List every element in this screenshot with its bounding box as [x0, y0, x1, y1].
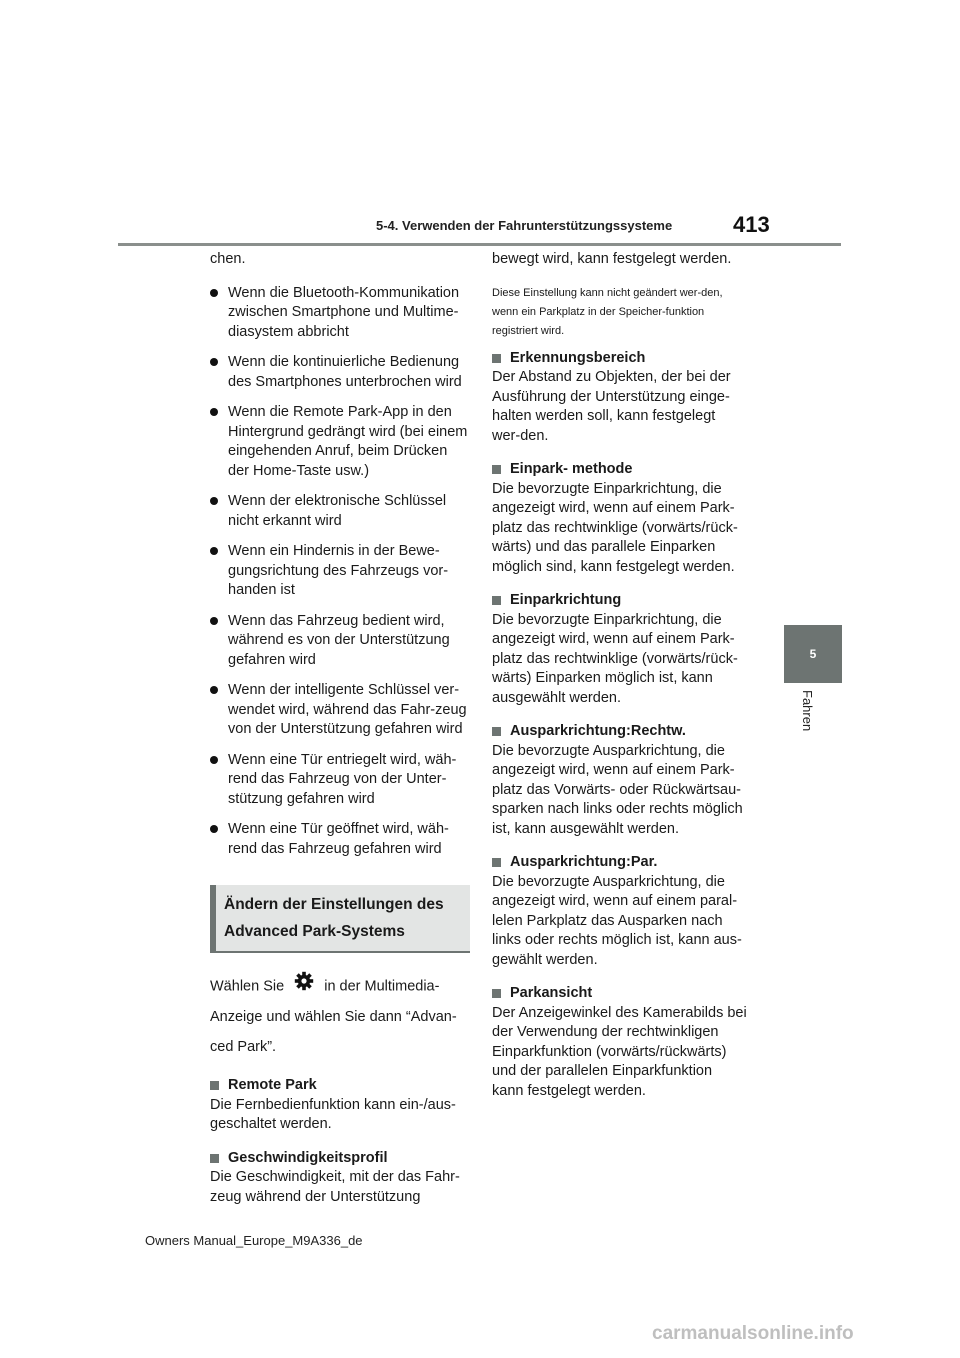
subheading-text: Erkennungsbereich: [510, 349, 646, 366]
bullet-dot-icon: [210, 497, 218, 505]
bullet-text: Wenn die Remote Park-App in den Hintergrund gedrängt wird (bei einem eingehenden Anruf, beim Drücken der Home-Taste usw.): [228, 404, 468, 479]
right-column: [492, 250, 747, 1101]
left-column: [210, 250, 470, 1207]
section-header-title: 5-4. Verwenden der Fahrunterstützungssysteme: [376, 218, 673, 233]
section-heading: Ändern der Einstellungen des Advanced Park-Systems: [224, 896, 444, 940]
bullet-text: Wenn ein Hindernis in der Bewe-gungsrichtung des Fahrzeugs vor-handen ist: [228, 543, 449, 598]
square-bullet-icon: [492, 727, 501, 736]
subheading-text: Parkansicht: [510, 985, 593, 1001]
bullet-item: [210, 492, 470, 531]
subheading-text: Ausparkrichtung:Rechtw.: [510, 723, 686, 739]
subheading: [210, 1076, 470, 1096]
gear-icon: [294, 971, 314, 1002]
bullet-dot-icon: [210, 617, 218, 625]
bullet-item: [210, 612, 470, 671]
bullet-dot-icon: [210, 408, 218, 416]
subheading-body: Der Anzeigewinkel des Kamerabilds bei der Verwendung der rechtwinkligen Einparkfunktion (vorwärts/rückwärts) und der parallelen Einparkfunktion kann festgelegt werden.: [492, 1004, 747, 1099]
watermark-logo: carmanualsonline.info: [652, 1323, 854, 1344]
bullet-item: [210, 284, 470, 343]
subheading-text: Einparkrichtung: [510, 592, 622, 608]
subheading-text: Einpark- methode: [510, 461, 633, 477]
bullet-text: Wenn die Bluetooth-Kommunikation zwischen Smartphone und Multime-diasystem abbricht: [228, 284, 460, 340]
bullet-item: [210, 820, 470, 859]
subheading: [492, 853, 747, 873]
subheading: [492, 591, 747, 611]
bullet-list: [210, 284, 470, 860]
section-heading-box: [210, 885, 470, 953]
bullet-item: [210, 751, 470, 810]
subheading: [210, 1149, 470, 1169]
bullet-text: Wenn die kontinuierliche Bedienung des Smartphones unterbrochen wird: [228, 354, 462, 390]
bullet-text: Wenn das Fahrzeug bedient wird, während es von der Unterstützung gefahren wird: [228, 612, 450, 668]
footer-document-id: Owners Manual_Europe_M9A336_de: [145, 1233, 363, 1248]
bullet-dot-icon: [210, 756, 218, 764]
subheading: [492, 984, 747, 1004]
subheading-text: Remote Park: [228, 1077, 317, 1093]
bullet-dot-icon: [210, 686, 218, 694]
bullet-item: [210, 403, 470, 481]
square-bullet-icon: [492, 858, 501, 867]
bullet-text: Wenn der elektronische Schlüssel nicht erkannt wird: [228, 493, 447, 529]
intro-paragraph: [210, 971, 470, 1062]
square-bullet-icon: [492, 596, 501, 605]
square-bullet-icon: [210, 1081, 219, 1090]
chapter-tab[interactable]: 5: [784, 625, 842, 683]
subheading: [492, 349, 747, 369]
bullet-dot-icon: [210, 358, 218, 366]
bullet-item: [210, 681, 470, 740]
subheading-body: Der Abstand zu Objekten, der bei der Ausführung der Unterstützung einge-halten werden soll, kann festgelegt wer-den.: [492, 369, 731, 444]
square-bullet-icon: [492, 989, 501, 998]
subheading-text: Geschwindigkeitsprofil: [228, 1149, 388, 1166]
intro-text-end: in der Multimedia-Anzeige und wählen Sie dann “Advan-ced Park”.: [210, 978, 457, 1055]
square-bullet-icon: [492, 465, 501, 474]
subheading-body: Die bevorzugte Ausparkrichtung, die angezeigt wird, wenn auf einem Park-platz das Vorwärts- oder Rückwärtsau-sparken nach links oder rechts möglich ist, kann ausgewählt werden.: [492, 742, 743, 837]
bullet-dot-icon: [210, 825, 218, 833]
subheading-body: Die bevorzugte Einparkrichtung, die angezeigt wird, wenn auf einem Park-platz das rechtwinklige (vorwärts/rück-wärts) und das parallele Einparken möglich sind, kann festgelegt werden.: [492, 480, 738, 575]
intro-text-start: Wählen Sie: [210, 978, 285, 995]
subheading-body: Die bevorzugte Ausparkrichtung, die angezeigt wird, wenn auf einem paral-lelen Parkplatz das Ausparken nach links oder rechts möglich ist, kann aus-gewählt werden.: [492, 873, 742, 968]
bullet-item: [210, 542, 470, 601]
page-number: 413: [733, 212, 770, 237]
bullet-item: [210, 353, 470, 392]
subheading-body: Die Fernbedienfunktion kann ein-/aus-geschaltet werden.: [210, 1096, 456, 1132]
header-divider: [118, 243, 841, 246]
square-bullet-icon: [492, 354, 501, 363]
subheading-body: Die Geschwindigkeit, mit der das Fahr-zeug während der Unterstützung: [210, 1169, 460, 1205]
subheading: [492, 722, 747, 742]
continued-text: chen.: [210, 251, 246, 267]
subheading-text: Ausparkrichtung:Par.: [510, 854, 658, 870]
bullet-text: Wenn eine Tür geöffnet wird, wäh-rend das Fahrzeug gefahren wird: [228, 821, 449, 857]
chapter-label-text: Fahren: [800, 690, 815, 732]
square-bullet-icon: [210, 1154, 219, 1163]
subheading-body: Die bevorzugte Einparkrichtung, die angezeigt wird, wenn auf einem Park-platz das rechtwinklige (vorwärts/rück-wärts) Einparken möglich ist, kann ausgewählt werden.: [492, 611, 738, 706]
bullet-dot-icon: [210, 547, 218, 555]
bullet-text: Wenn eine Tür entriegelt wird, wäh-rend das Fahrzeug von der Unter-stützung gefahren wird: [228, 751, 457, 807]
section-accent-bar: [210, 885, 216, 951]
continued-text: bewegt wird, kann festgelegt werden.: [492, 251, 732, 267]
subheading: [492, 460, 747, 480]
bullet-dot-icon: [210, 289, 218, 297]
note-text: Diese Einstellung kann nicht geändert wer-den, wenn ein Parkplatz in der Speicher-funktion registriert wird.: [492, 286, 723, 337]
chapter-label: [800, 690, 816, 750]
bullet-text: Wenn der intelligente Schlüssel ver-wendet wird, während das Fahr-zeug von der Unterstützung gefahren wird: [228, 682, 467, 737]
